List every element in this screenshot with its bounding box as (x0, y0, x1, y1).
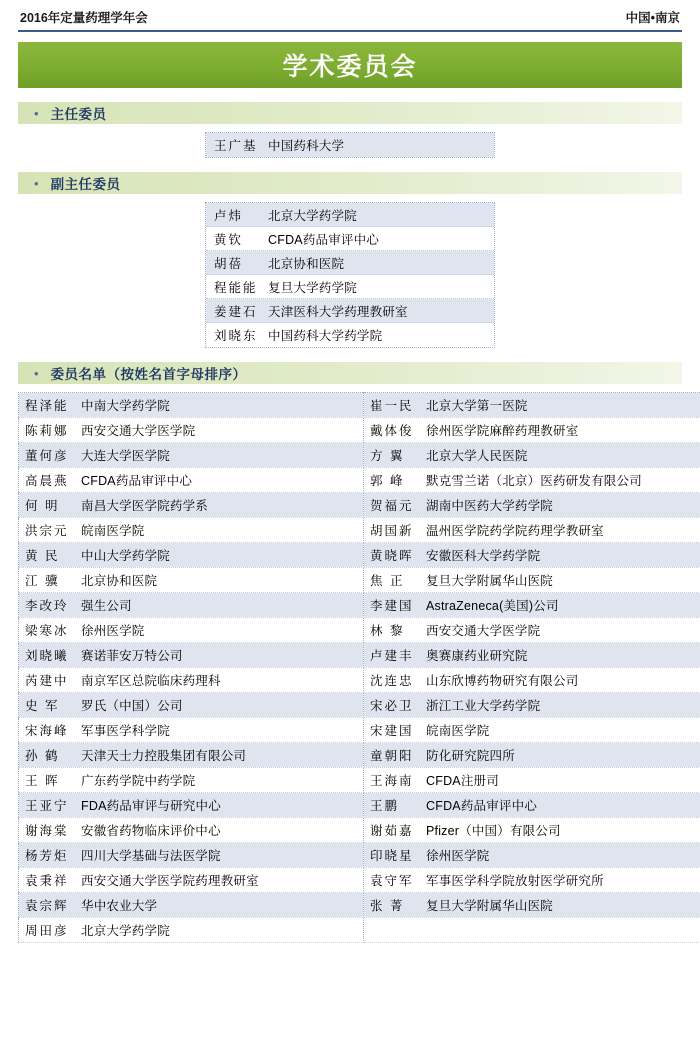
member-affiliation: CFDA药品审评中心 (426, 799, 538, 813)
table-row (19, 718, 700, 743)
member-cell-right (364, 518, 700, 543)
member-affiliation: AstraZeneca(美国)公司 (426, 599, 559, 613)
member-cell-left (19, 493, 364, 518)
bullet-icon: • (34, 105, 39, 121)
member-name: 史 军 (25, 699, 60, 713)
member-affiliation: 西安交通大学医学院 (426, 624, 541, 638)
member-cell-right (364, 443, 700, 468)
chair-list (205, 132, 495, 158)
table-row (19, 868, 700, 893)
member-affiliation: 安徽省药物临床评价中心 (81, 824, 221, 838)
member-affiliation: CFDA注册司 (426, 774, 499, 788)
member-name: 何 明 (25, 499, 60, 513)
member-affiliation: FDA药品审评与研究中心 (81, 799, 221, 813)
page-title: 学术委员会 (18, 42, 682, 88)
member-cell-left (19, 743, 364, 768)
table-row (19, 568, 700, 593)
member-affiliation: 复旦大学附属华山医院 (426, 574, 554, 588)
member-cell-left (19, 593, 364, 618)
member-affiliation: CFDA药品审评中心 (81, 474, 193, 488)
member-name: 董何彦 (25, 449, 69, 463)
member-name: 印晓星 (370, 849, 414, 863)
table-row (19, 593, 700, 618)
member-name: 杨芳炬 (25, 849, 69, 863)
member-name: 林 黎 (370, 624, 405, 638)
member-affiliation: 中国药科大学药学院 (268, 329, 383, 343)
table-row (19, 893, 700, 918)
member-cell-left (19, 718, 364, 743)
member-cell-right (364, 843, 700, 868)
list-item (206, 275, 494, 299)
table-row (19, 543, 700, 568)
member-name: 谢茹嘉 (370, 824, 414, 838)
list-item (206, 299, 494, 323)
member-name: 李改玲 (25, 599, 69, 613)
section-title-chair: 主任委员 (50, 107, 107, 122)
member-cell-left (19, 618, 364, 643)
member-cell-left (19, 643, 364, 668)
member-cell-left (19, 868, 364, 893)
member-affiliation: 防化研究院四所 (426, 749, 515, 763)
member-affiliation: 北京大学药学院 (268, 208, 357, 223)
chair-list-wrapper (18, 132, 682, 158)
member-cell-right (364, 668, 700, 693)
member-name: 周田彦 (25, 924, 69, 938)
member-name: 袁守军 (370, 874, 414, 888)
member-cell-left (19, 418, 364, 443)
member-name: 袁秉祥 (25, 874, 69, 888)
member-affiliation: 徐州医学院 (81, 624, 145, 638)
member-name: 刘晓曦 (25, 649, 69, 663)
member-affiliation: CFDA药品审评中心 (268, 232, 380, 247)
member-affiliation: 复旦大学药学院 (268, 280, 357, 295)
member-affiliation: 北京大学第一医院 (426, 399, 528, 413)
member-cell-right (364, 618, 700, 643)
member-name: 胡国新 (370, 524, 414, 538)
member-cell-left (19, 893, 364, 918)
member-name: 宋海峰 (25, 724, 69, 738)
member-name: 江 骥 (25, 574, 60, 588)
member-affiliation: 山东欣博药物研究有限公司 (426, 674, 579, 688)
member-affiliation: 北京协和医院 (81, 574, 158, 588)
member-name: 程泽能 (25, 399, 69, 413)
member-name: 王海南 (370, 774, 414, 788)
member-name: 卢炜 (214, 208, 244, 223)
member-name: 宋建国 (370, 724, 414, 738)
member-cell-right (364, 868, 700, 893)
member-cell-right (364, 693, 700, 718)
member-cell-left (19, 843, 364, 868)
member-affiliation: 西安交通大学医学院药理教研室 (81, 874, 259, 888)
member-cell-right (364, 568, 700, 593)
member-cell-right (364, 418, 700, 443)
member-cell-right (364, 718, 700, 743)
list-item (206, 133, 494, 157)
member-affiliation: 赛诺菲安万特公司 (81, 649, 183, 663)
member-cell-left (19, 918, 364, 943)
member-name: 王亚宁 (25, 799, 69, 813)
member-affiliation: 温州医学院药学院药理学教研室 (426, 524, 604, 538)
member-name: 陈莉娜 (25, 424, 69, 438)
member-name: 崔一民 (370, 399, 414, 413)
member-cell-left (19, 568, 364, 593)
member-affiliation: Pfizer（中国）有限公司 (426, 824, 561, 838)
member-cell-right (364, 818, 700, 843)
member-name: 王 晖 (25, 774, 60, 788)
bullet-icon: • (34, 175, 39, 191)
member-affiliation: 复旦大学附属华山医院 (426, 899, 554, 913)
table-row (19, 618, 700, 643)
member-cell-right (364, 493, 700, 518)
vice-chair-list (205, 202, 495, 348)
section-header-vice-chair (18, 172, 682, 194)
section-title-vice-chair: 副主任委员 (50, 177, 121, 192)
member-affiliation: 皖南医学院 (426, 724, 490, 738)
member-affiliation: 天津天士力控股集团有限公司 (81, 749, 247, 763)
member-affiliation: 浙江工业大学药学院 (426, 699, 541, 713)
table-row (19, 843, 700, 868)
table-row (19, 393, 700, 418)
member-affiliation: 天津医科大学药理教研室 (268, 304, 408, 319)
member-name: 童朝阳 (370, 749, 414, 763)
member-affiliation: 华中农业大学 (81, 899, 158, 913)
member-affiliation: 皖南医学院 (81, 524, 145, 538)
member-affiliation: 广东药学院中药学院 (81, 774, 196, 788)
member-cell-right (364, 918, 700, 943)
member-cell-right (364, 393, 700, 418)
member-name: 方 翼 (370, 449, 405, 463)
member-cell-right (364, 593, 700, 618)
member-name: 黄钦 (214, 232, 244, 247)
member-cell-left (19, 393, 364, 418)
member-name: 贺福元 (370, 499, 414, 513)
member-name: 谢海棠 (25, 824, 69, 838)
member-cell-left (19, 768, 364, 793)
member-cell-left (19, 543, 364, 568)
section-title-members: 委员名单（按姓名首字母排序） (50, 367, 247, 382)
member-cell-right (364, 643, 700, 668)
member-name: 李建国 (370, 599, 414, 613)
member-name: 张 菁 (370, 899, 405, 913)
member-affiliation: 军事医学科学院放射医学研究所 (426, 874, 604, 888)
member-name: 宋必卫 (370, 699, 414, 713)
member-cell-left (19, 818, 364, 843)
table-row (19, 493, 700, 518)
member-name: 梁寒冰 (25, 624, 69, 638)
member-cell-right (364, 893, 700, 918)
member-affiliation: 徐州医学院 (426, 849, 490, 863)
member-affiliation: 中国药科大学 (268, 139, 345, 153)
member-cell-left (19, 693, 364, 718)
member-name: 黄 民 (25, 549, 60, 563)
section-header-members (18, 362, 682, 384)
members-table (18, 392, 700, 943)
member-affiliation: 军事医学科学院 (81, 724, 170, 738)
member-name: 王广基 (214, 139, 258, 153)
member-name: 胡蓓 (214, 256, 244, 271)
member-name: 郭 峰 (370, 474, 405, 488)
member-name: 黄晓晖 (370, 549, 414, 563)
member-affiliation: 大连大学医学院 (81, 449, 170, 463)
member-name: 程能能 (214, 280, 258, 295)
member-name: 刘晓东 (214, 329, 258, 343)
member-affiliation: 北京协和医院 (268, 256, 345, 271)
table-row (19, 468, 700, 493)
member-name: 洪宗元 (25, 524, 69, 538)
member-affiliation: 湖南中医药大学药学院 (426, 499, 554, 513)
bullet-icon: • (34, 365, 39, 381)
vice-chair-list-wrapper (18, 202, 682, 348)
list-item (206, 227, 494, 251)
member-affiliation: 默克雪兰诺（北京）医药研发有限公司 (426, 474, 642, 488)
table-row (19, 818, 700, 843)
member-name: 卢建丰 (370, 649, 414, 663)
table-row (19, 643, 700, 668)
member-cell-left (19, 668, 364, 693)
member-affiliation: 中山大学药学院 (81, 549, 170, 563)
member-name: 王鹏 (370, 799, 400, 813)
member-cell-right (364, 768, 700, 793)
section-header-chair (18, 102, 682, 124)
member-affiliation: 南昌大学医学院药学系 (81, 499, 209, 513)
member-cell-right (364, 543, 700, 568)
member-affiliation: 徐州医学院麻醉药理教研室 (426, 424, 579, 438)
member-name: 孙 鹤 (25, 749, 60, 763)
member-cell-left (19, 793, 364, 818)
member-cell-right (364, 743, 700, 768)
member-affiliation: 北京大学人民医院 (426, 449, 528, 463)
member-name: 沈连忠 (370, 674, 414, 688)
list-item (206, 251, 494, 275)
table-row (19, 743, 700, 768)
member-cell-right (364, 793, 700, 818)
member-affiliation: 奥赛康药业研究院 (426, 649, 528, 663)
member-affiliation: 四川大学基础与法医学院 (81, 849, 221, 863)
member-affiliation: 西安交通大学医学院 (81, 424, 196, 438)
list-item (206, 323, 494, 347)
member-name: 姜建石 (214, 304, 258, 319)
member-cell-right (364, 468, 700, 493)
table-row (19, 793, 700, 818)
table-row (19, 918, 700, 943)
header-left-text: 2016年定量药理学年会 (20, 11, 148, 25)
list-item (206, 203, 494, 227)
member-affiliation: 罗氏（中国）公司 (81, 699, 183, 713)
member-name: 戴体俊 (370, 424, 414, 438)
table-row (19, 768, 700, 793)
member-affiliation: 北京大学药学院 (81, 924, 170, 938)
member-affiliation: 强生公司 (81, 599, 132, 613)
table-row (19, 418, 700, 443)
member-name: 焦 正 (370, 574, 405, 588)
table-row (19, 668, 700, 693)
member-cell-left (19, 443, 364, 468)
member-affiliation: 安徽医科大学药学院 (426, 549, 541, 563)
member-affiliation: 南京军区总院临床药理科 (81, 674, 221, 688)
member-cell-left (19, 518, 364, 543)
table-row (19, 518, 700, 543)
member-name: 高晨燕 (25, 474, 69, 488)
table-row (19, 693, 700, 718)
member-cell-left (19, 468, 364, 493)
member-affiliation: 中南大学药学院 (81, 399, 170, 413)
member-name: 芮建中 (25, 674, 69, 688)
table-row (19, 443, 700, 468)
header-right-text: 中国•南京 (625, 11, 680, 25)
page-header (18, 0, 682, 32)
member-name: 袁宗辉 (25, 899, 69, 913)
